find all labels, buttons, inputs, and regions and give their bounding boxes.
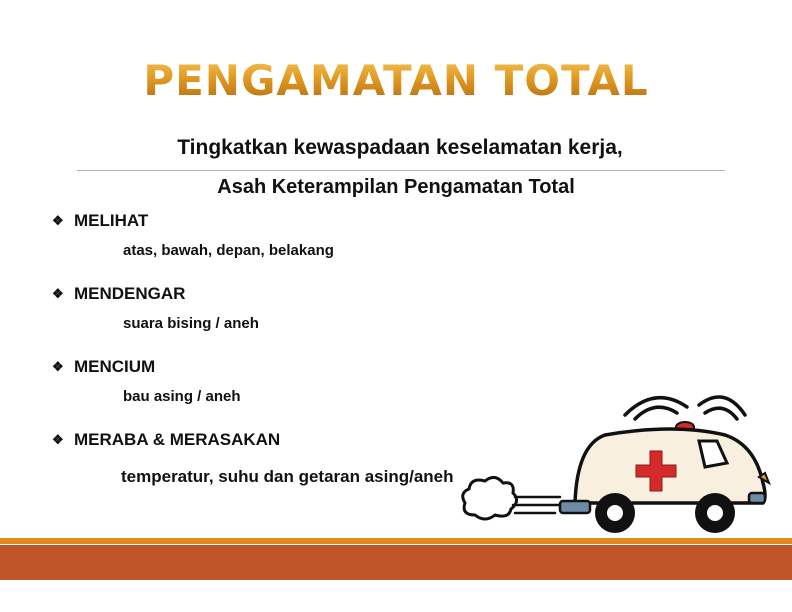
- diamond-bullet-icon: ❖: [52, 432, 64, 447]
- ambulance-illustration: [455, 385, 785, 545]
- bullet-item-melihat: [52, 211, 148, 231]
- bullet-item-desc: suara bising / aneh: [123, 315, 259, 332]
- divider-line: [77, 170, 725, 171]
- bullet-item-mencium: [52, 357, 155, 377]
- footer-bar: [0, 545, 792, 580]
- subtitle-line-1: Tingkatkan kewaspadaan keselamatan kerja,: [177, 136, 623, 159]
- slide-title: PENGAMATAN TOTAL: [0, 56, 792, 105]
- bullet-item-meraba: [52, 430, 280, 450]
- bullet-item-mendengar: [52, 284, 185, 304]
- rear-bumper: [560, 501, 590, 513]
- exhaust-smoke-icon: [463, 477, 517, 519]
- subtitle-line-2: Asah Keterampilan Pengamatan Total: [217, 176, 575, 198]
- front-bumper: [749, 493, 765, 503]
- bullet-item-desc: temperatur, suhu dan getaran asing/aneh: [121, 467, 454, 486]
- bullet-item-desc: atas, bawah, depan, belakang: [123, 242, 334, 259]
- diamond-bullet-icon: ❖: [52, 213, 64, 228]
- bullet-item-label: MELIHAT: [74, 211, 149, 230]
- siren-waves-icon: [625, 397, 745, 419]
- bullet-item-label: MENDENGAR: [74, 284, 186, 303]
- diamond-bullet-icon: ❖: [52, 286, 64, 301]
- bullet-item-desc: bau asing / aneh: [123, 388, 241, 405]
- diamond-bullet-icon: ❖: [52, 359, 64, 374]
- speed-lines-icon: [513, 497, 560, 513]
- bullet-item-label: MERABA & MERASAKAN: [74, 430, 281, 449]
- footer-accent-bar: [0, 538, 792, 544]
- bullet-item-label: MENCIUM: [74, 357, 156, 376]
